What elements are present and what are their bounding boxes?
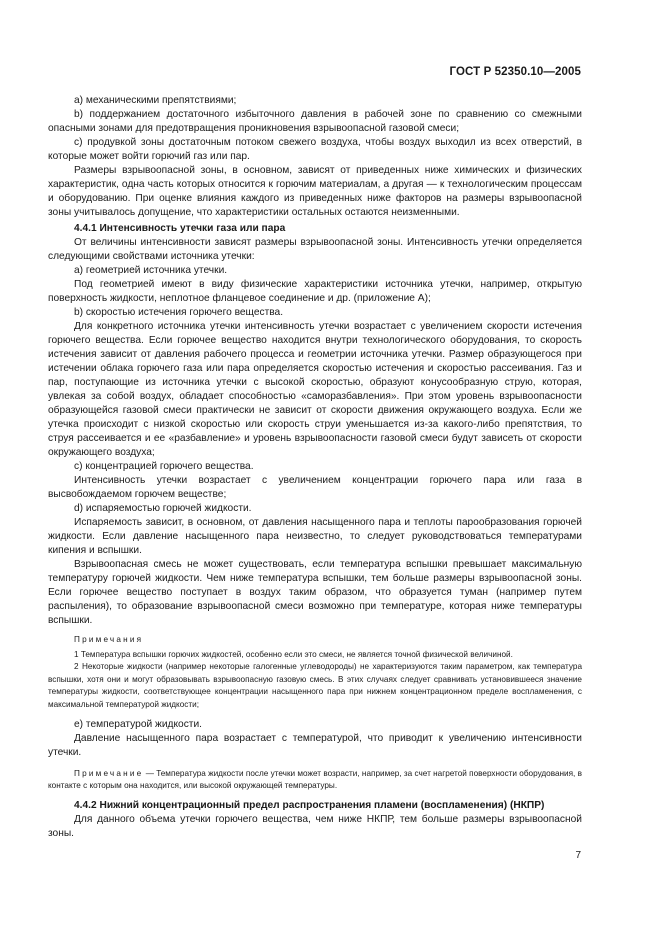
note-item: 2 Некоторые жидкости (например некоторые галогенные углеводороды) не характеризуются таким параметром, как температура вспышки, хотя они и могут образовывать взрывоопасную газовую смесь. В этих случаях следует сравнивать установившееся значение температуры жидкости, соответствующее концентрации насыщенного пара при нижнем концентрационном пределе воспламенения, с максимальной температурой жидкости; <box>48 662 582 709</box>
notes-block <box>48 634 582 712</box>
paragraph: Под геометрией имеют в виду физические характеристики источника утечки, например, открытую поверхность жидкости, неплотное фланцевое соединение и др. (приложение А); <box>48 279 582 304</box>
note-text: — Температура жидкости после утечки может возрасти, например, за счет нагретой поверхности оборудования, в контакте с которым она находится, или высокой окружающей температуры. <box>48 768 582 791</box>
paragraph: Для данного объема утечки горючего вещества, чем ниже НКПР, тем больше размеры взрывоопасной зоны. <box>48 813 582 839</box>
list-item-b: b) поддержанием достаточного избыточного давления в рабочей зоне по сравнению со смежными опасными зонами для предотвращения проникновения взрывоопасной газовой смеси; <box>48 109 582 134</box>
notes-title: Примечания <box>74 635 144 644</box>
document-code: ГОСТ Р 52350.10—2005 <box>449 66 581 78</box>
list-item-a: а) геометрией источника утечки. <box>74 265 228 276</box>
page-number: 7 <box>575 850 581 861</box>
list-item-a: а) механическими препятствиями; <box>74 95 237 106</box>
paragraph: Давление насыщенного пара возрастает с температурой, что приводит к увеличению интенсивности утечки. <box>48 732 582 758</box>
paragraph: От величины интенсивности зависят размеры взрывоопасной зоны. Интенсивность утечки определяется следующими свойствами источника утечки: <box>48 237 582 262</box>
list-item-d: d) испаряемостью горючей жидкости. <box>74 503 252 514</box>
paragraph: Для конкретного источника утечки интенсивность утечки возрастает с увеличением скорости истечения горючего вещества. Если горючее вещество находится внутри технологического оборудования, то скорость истечения зависит от давления рабочего процесса и геометрии источника утечки. Размер образующегося при истечении облака горючего газа или пара определяется скоростью истечения и скоростью рассеивания. Газ и пар, поступающие из источника утечки с высокой скоростью, образуют конусообразную струю, которая, увлекая за собой воздух, обладает способностью «саморазбавления». При этом уровень взрывоопасности образующейся газовой смеси практически не зависит от скорости движения окружающего воздуха. Если же утечка происходит с низкой скоростью или скорость струи уменьшается из-за какого-либо препятствия, то струя рассеивается и ее «разбавление» и уровень взрывоопасности газовой смеси будут зависеть от скорости окружающего воздуха; <box>48 321 582 458</box>
note-item: 1 Температура вспышки горючих жидкостей, особенно если это смеси, не является точной физической величиной. <box>74 649 513 659</box>
paragraph: Интенсивность утечки возрастает с увеличением концентрации горючего пара или газа в высвобождаемом горючем веществе; <box>48 475 582 500</box>
list-item-e: е) температурой жидкости. <box>74 718 202 730</box>
page-content <box>48 94 582 841</box>
list-item-c: c) продувкой зоны достаточным потоком свежего воздуха, чтобы воздух выходил из всех отверстий, в которые может войти горючий газ или пар. <box>48 137 582 162</box>
paragraph: Испаряемость зависит, в основном, от давления насыщенного пара и теплоты парообразования горючей жидкости. Если давление насыщенного пара неизвестно, то следует руководствоваться температурами кипения и вспышки. <box>48 517 582 556</box>
paragraph: Взрывоопасная смесь не может существовать, если температура вспышки превышает максимальную температуру горючей жидкости. Чем ниже температура вспышки, тем больше размеры взрывоопасной зоны. Если горючее вещество поступает в воздух таким образом, что образуется туман (например путем распыления), то образование взрывоопасной смеси возможно при температуре, которая ниже температуры вспышки. <box>48 559 582 626</box>
section-heading-4-4-2: 4.4.2 Нижний концентрационный предел распространения пламени (воспламенения) (НКПР) <box>74 799 545 811</box>
list-item-c: c) концентрацией горючего вещества. <box>74 461 254 472</box>
note-label: Примечание <box>74 768 144 778</box>
paragraph: Размеры взрывоопасной зоны, в основном, зависят от приведенных ниже химических и физических характеристик, одна часть которых относится к горючим материалам, а другая — к технологическим процессам и оборудованию. При оценке влияния каждого из приведенных ниже факторов на размеры взрывоопасной зоны учитывалось допущение, что характеристики остальных остаются неизменными. <box>48 165 582 218</box>
note <box>48 768 582 793</box>
section-heading-4-4-1: 4.4.1 Интенсивность утечки газа или пара <box>74 223 286 234</box>
list-item-b: b) скоростью истечения горючего вещества. <box>74 307 284 318</box>
